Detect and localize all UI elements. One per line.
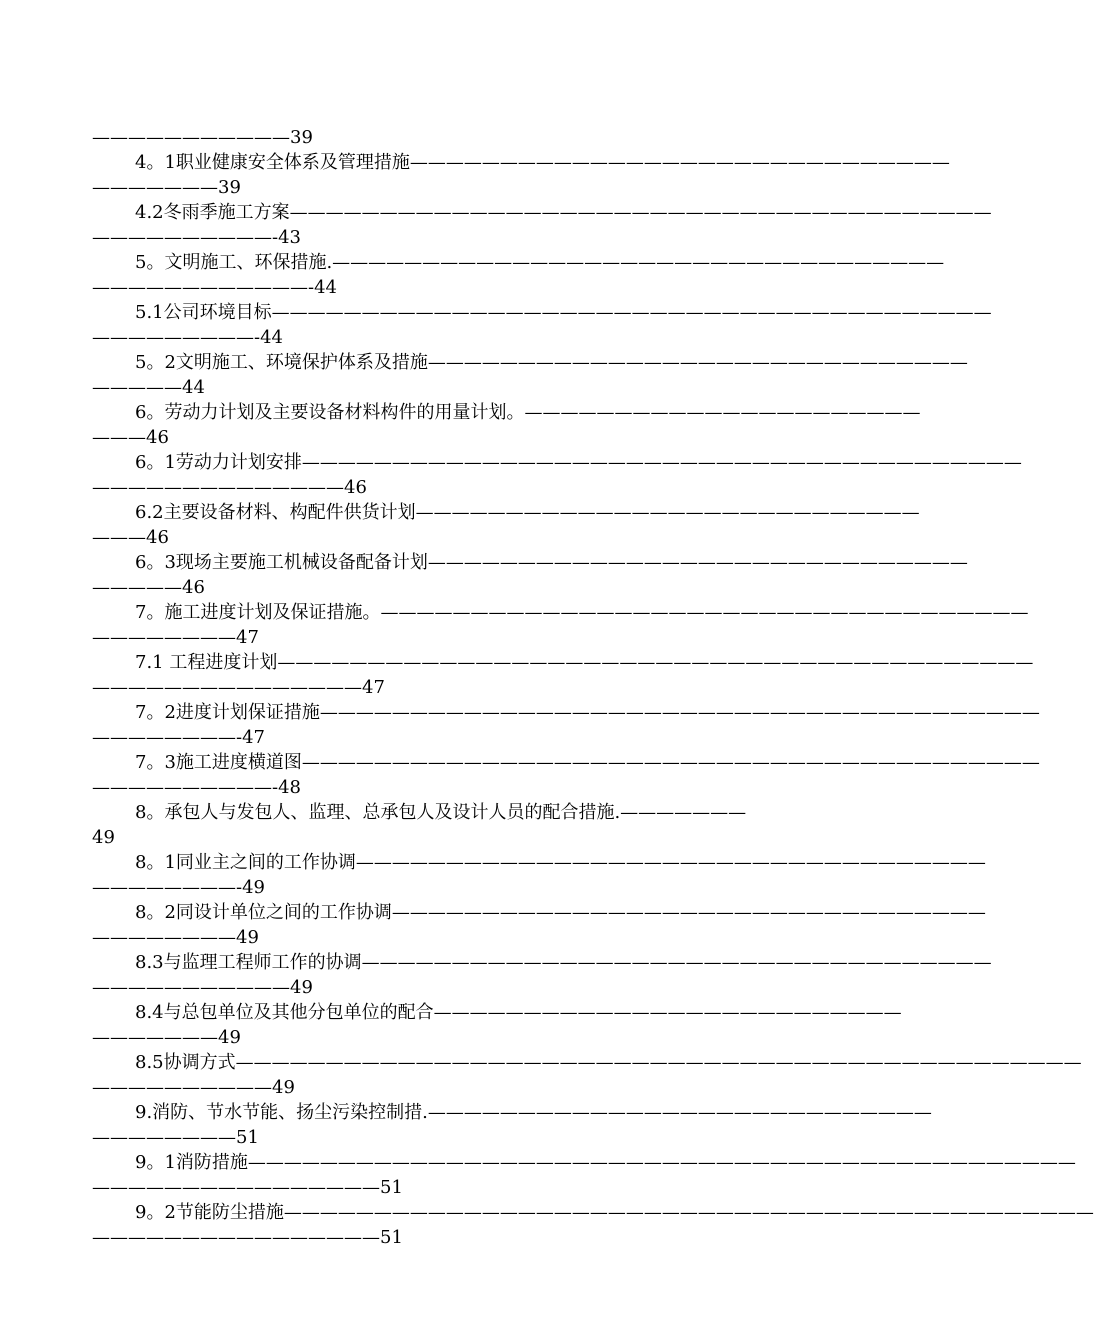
toc-entry-page-number: ——————————-48 <box>92 777 301 798</box>
toc-entry <box>92 450 1022 500</box>
toc-entry-title: 5。2文明施工、环境保护体系及措施—————————————————————————————— <box>135 352 968 373</box>
toc-entry-page-number: ————————————————51 <box>92 1227 403 1248</box>
toc-entry-page-number: ———————39 <box>92 177 241 198</box>
toc-entry-title: 9。2节能防尘措施————————————————————————————————————————————— <box>135 1202 1094 1223</box>
toc-entry-page-number: ———————————49 <box>92 977 313 998</box>
toc-entry-title: 7。施工进度计划及保证措施。———————————————————————————————————— <box>135 602 1029 623</box>
toc-entry-title: 7。2进度计划保证措施———————————————————————————————————————— <box>135 702 1040 723</box>
toc-entry-title: 8。承包人与发包人、监理、总承包人及设计人员的配合措施.——————— <box>135 802 747 823</box>
toc-entry <box>92 1200 1094 1250</box>
toc-entry <box>92 850 986 900</box>
toc-entry-page-number: —————46 <box>92 577 205 598</box>
toc-entry-page-number: —————————-44 <box>92 327 283 348</box>
toc-entry <box>92 750 1040 800</box>
toc-entry <box>92 900 986 950</box>
toc-entry-page-number: ————————————————51 <box>92 1177 403 1198</box>
toc-entry <box>92 1100 932 1150</box>
toc-entry-title: 8.3与监理工程师工作的协调——————————————————————————————————— <box>135 952 992 973</box>
table-of-contents <box>92 125 1094 1250</box>
toc-entry-title: 6。3现场主要施工机械设备配备计划—————————————————————————————— <box>135 552 968 573</box>
toc-entry-title: 8.5协调方式——————————————————————————————————————————————— <box>135 1052 1082 1073</box>
toc-entry-title: 9。1消防措施—————————————————————————————————————————————— <box>135 1152 1076 1173</box>
toc-entry <box>92 650 1034 700</box>
toc-entry <box>92 1000 902 1050</box>
toc-entry-page-number: ————————-47 <box>92 727 265 748</box>
toc-entry-page-number: ——————————-43 <box>92 227 301 248</box>
toc-entry-title: 8。2同设计单位之间的工作协调————————————————————————————————— <box>135 902 986 923</box>
toc-entry-page-number: ————————47 <box>92 627 259 648</box>
toc-entry <box>92 150 950 200</box>
toc-entry-title: 9.消防、节水节能、扬尘污染控制措.———————————————————————————— <box>135 1102 932 1123</box>
toc-entry-page-number: ———————————————47 <box>92 677 385 698</box>
toc-entry-page-number: ————————49 <box>92 927 259 948</box>
toc-entry-title: 8。1同业主之间的工作协调——————————————————————————————————— <box>135 852 986 873</box>
toc-entry-page-number: ————————————-44 <box>92 277 337 298</box>
toc-entry-page-number: ———————————39 <box>92 127 313 148</box>
toc-entry-page-number: ———46 <box>92 427 169 448</box>
toc-entry <box>92 550 968 600</box>
toc-entry <box>92 1050 1082 1100</box>
toc-entry <box>92 200 992 250</box>
toc-entry-title: 6.2主要设备材料、构配件供货计划———————————————————————————— <box>135 502 920 523</box>
toc-entry <box>92 500 920 550</box>
toc-entry <box>92 350 968 400</box>
toc-entry <box>92 1150 1076 1200</box>
toc-entry <box>92 700 1040 750</box>
toc-entry-title: 5。文明施工、环保措施.—————————————————————————————————— <box>135 252 945 273</box>
toc-entry-title: 7.1 工程进度计划—————————————————————————————————————————— <box>135 652 1034 673</box>
toc-entry-title: 8.4与总包单位及其他分包单位的配合—————————————————————————— <box>135 1002 902 1023</box>
toc-entry <box>92 950 992 1000</box>
toc-entry-title: 7。3施工进度横道图————————————————————————————————————————— <box>135 752 1040 773</box>
toc-entry-page-number: 49 <box>92 827 115 848</box>
toc-entry <box>92 800 862 850</box>
toc-entry-title: 4。1职业健康安全体系及管理措施—————————————————————————————— <box>135 152 950 173</box>
toc-entry <box>92 600 1029 650</box>
toc-entry <box>92 250 945 300</box>
toc-entry <box>92 300 992 350</box>
toc-entry-page-number: ————————-49 <box>92 877 265 898</box>
toc-entry-title: 4.2冬雨季施工方案——————————————————————————————————————— <box>135 202 992 223</box>
toc-entry-title: 6。劳动力计划及主要设备材料构件的用量计划。—————————————————————— <box>135 402 921 423</box>
toc-entry-page-number: ———————49 <box>92 1027 241 1048</box>
toc-entry <box>92 125 862 150</box>
toc-entry-title: 6。1劳动力计划安排———————————————————————————————————————— <box>135 452 1022 473</box>
toc-entry-title: 5.1公司环境目标———————————————————————————————————————— <box>135 302 992 323</box>
toc-entry-page-number: —————44 <box>92 377 205 398</box>
toc-entry-page-number: ————————51 <box>92 1127 259 1148</box>
toc-entry-page-number: ——————————————46 <box>92 477 367 498</box>
toc-entry-page-number: ——————————49 <box>92 1077 295 1098</box>
toc-entry-page-number: ———46 <box>92 527 169 548</box>
toc-entry <box>92 400 921 450</box>
